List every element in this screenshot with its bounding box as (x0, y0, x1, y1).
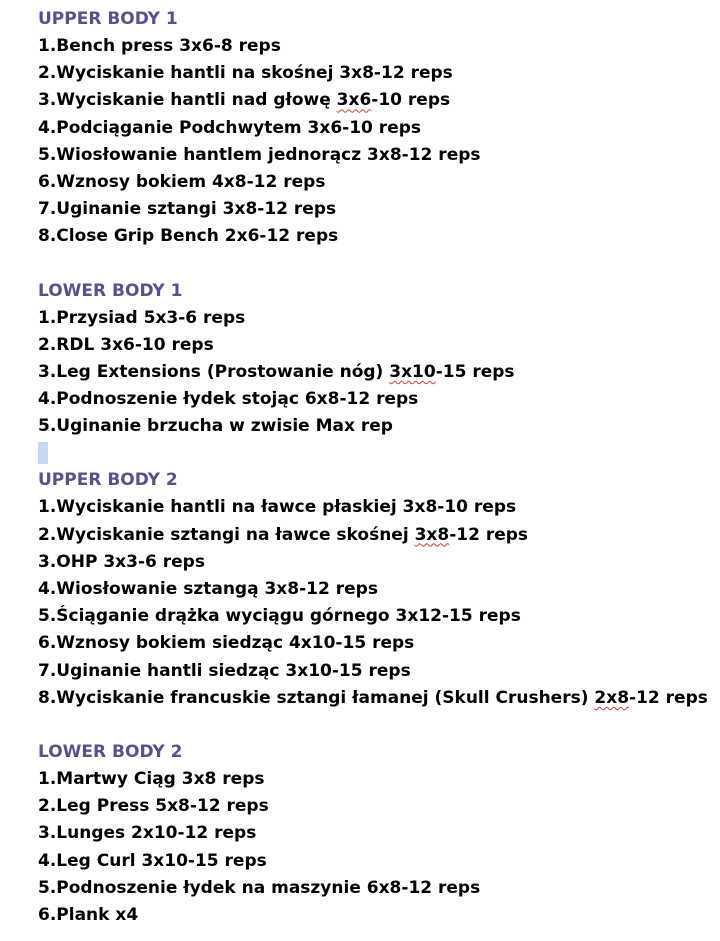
section-heading: UPPER BODY 1 (38, 9, 178, 29)
exercise-line: 7.Uginanie sztangi 3x8-12 reps (38, 199, 337, 220)
spellcheck-marked-word[interactable]: 2x8 (594, 687, 630, 708)
spellcheck-marked-word[interactable]: 3x10 (389, 361, 436, 382)
exercise-line: 5.Uginanie brzucha w zwisie Max rep (38, 416, 393, 437)
exercise-text: -12 reps (449, 524, 529, 545)
exercise-text: -12 reps (629, 687, 708, 708)
exercise-line: 4.Podnoszenie łydek stojąc 6x8-12 reps (38, 389, 419, 410)
document-body[interactable] (38, 6, 713, 929)
exercise-line (38, 359, 713, 386)
exercise-line: 2.RDL 3x6-10 reps (38, 334, 214, 355)
exercise-line: 6.Plank x4 (38, 904, 139, 925)
exercise-line: 1.Wyciskanie hantli na ławce płaskiej 3x8-10 reps (38, 497, 517, 518)
text-selection-highlight (38, 442, 48, 464)
exercise-line: 3.OHP 3x3-6 reps (38, 551, 205, 572)
blank-line (38, 712, 713, 739)
exercise-text: 3.Wyciskanie hantli nad głowę (38, 90, 337, 111)
exercise-line: 1.Bench press 3x6-8 reps (38, 36, 281, 56)
exercise-text: 2.Wyciskanie sztangi na ławce skośnej (38, 524, 415, 545)
exercise-line: 4.Podciąganie Podchwytem 3x6-10 reps (38, 117, 422, 138)
section-lower-body-1 (38, 278, 713, 441)
spellcheck-marked-word[interactable]: 3x6 (336, 90, 372, 111)
exercise-line: 1.Martwy Ciąg 3x8 reps (38, 768, 265, 789)
exercise-line (38, 685, 713, 712)
section-lower-body-2 (38, 739, 713, 929)
exercise-text: -15 reps (435, 361, 515, 382)
exercise-text: 8.Wyciskanie francuskie sztangi łamanej (Skull Crushers) (38, 687, 595, 708)
exercise-line: 8.Close Grip Bench 2x6-12 reps (38, 226, 339, 247)
blank-line (38, 251, 713, 278)
exercise-line: 7.Uginanie hantli siedząc 3x10-15 reps (38, 660, 411, 681)
exercise-line: 4.Wiosłowanie sztangą 3x8-12 reps (38, 579, 378, 599)
selected-blank-line[interactable] (38, 440, 713, 467)
exercise-line: 3.Lunges 2x10-12 reps (38, 823, 257, 844)
section-heading: UPPER BODY 2 (38, 470, 178, 491)
exercise-line: 5.Ściąganie drążka wyciągu górnego 3x12-15 reps (38, 606, 521, 627)
section-heading: LOWER BODY 2 (38, 741, 183, 762)
exercise-line: 6.Wznosy bokiem 4x8-12 reps (38, 171, 326, 192)
exercise-line (38, 87, 713, 114)
exercise-text: 3.Leg Extensions (Prostowanie nóg) (38, 361, 390, 382)
spellcheck-marked-word[interactable]: 3x8 (414, 524, 450, 545)
exercise-line: 6.Wznosy bokiem siedząc 4x10-15 reps (38, 633, 415, 654)
exercise-line: 2.Leg Press 5x8-12 reps (38, 796, 269, 817)
exercise-line: 5.Podnoszenie łydek na maszynie 6x8-12 reps (38, 877, 481, 898)
exercise-line: 4.Leg Curl 3x10-15 reps (38, 850, 267, 871)
exercise-line (38, 522, 713, 549)
exercise-line: 2.Wyciskanie hantli na skośnej 3x8-12 reps (38, 63, 453, 84)
section-upper-body-2 (38, 467, 713, 712)
section-upper-body-1 (38, 6, 713, 251)
exercise-line: 1.Przysiad 5x3-6 reps (38, 307, 246, 328)
section-heading: LOWER BODY 1 (38, 280, 183, 301)
exercise-text: -10 reps (371, 90, 451, 111)
exercise-line: 5.Wiosłowanie hantlem jednorącz 3x8-12 reps (38, 144, 481, 165)
